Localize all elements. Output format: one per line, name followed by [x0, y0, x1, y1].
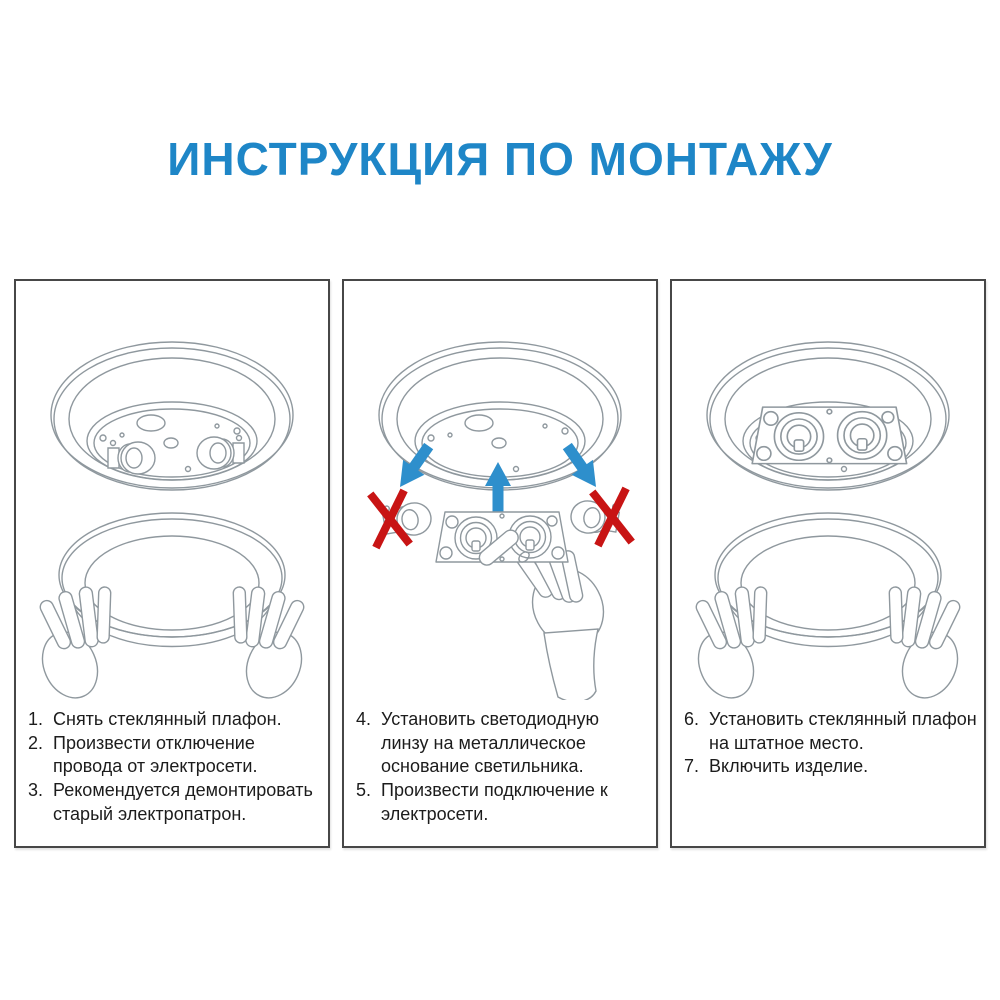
- illustration-remove-shade: [16, 281, 328, 702]
- illustration-install-led: [344, 281, 656, 702]
- step-item: [684, 755, 978, 779]
- panel-remove-shade: [14, 279, 330, 848]
- step-item: [356, 779, 650, 827]
- step-number: 4.: [356, 708, 372, 729]
- steps-list-3: [672, 702, 984, 779]
- glass-shade-held-by-hands-illustration: [32, 513, 311, 700]
- step-text: Установить стеклянный плафон на штатное место.: [709, 708, 977, 753]
- instruction-panels: [0, 279, 1000, 848]
- step-number: 2.: [28, 732, 44, 753]
- step-number: 7.: [684, 756, 700, 777]
- page-title: ИНСТРУКЦИЯ ПО МОНТАЖУ: [167, 133, 833, 185]
- ceiling-base-with-old-sockets-illustration: [51, 342, 293, 490]
- steps-list-1: [16, 702, 328, 827]
- step-text: Включить изделие.: [709, 756, 869, 777]
- glass-shade-held-by-hands-illustration: [688, 513, 967, 700]
- step-number: 1.: [28, 708, 44, 729]
- panel-reinstall-shade: [670, 279, 986, 848]
- arrow-down-left-icon: [389, 438, 439, 494]
- step-item: [28, 708, 322, 732]
- holding-hand-icon: [513, 544, 617, 700]
- step-text: Произвести отключение провода от электросети.: [53, 732, 258, 777]
- panel-install-led: [342, 279, 658, 848]
- arrow-up-icon: [485, 462, 511, 512]
- step-number: 6.: [684, 708, 700, 729]
- step-item: [28, 732, 322, 780]
- old-socket-left-icon: [108, 440, 155, 474]
- ceiling-base-with-led-module-illustration: [707, 342, 949, 490]
- steps-list-2: [344, 702, 656, 827]
- step-number: 5.: [356, 780, 372, 801]
- step-number: 3.: [28, 780, 44, 801]
- step-text: Произвести подключение к электросети.: [381, 780, 608, 824]
- step-item: [356, 708, 650, 779]
- old-socket-right-icon: [197, 435, 244, 469]
- step-item: [684, 708, 978, 756]
- step-text: Установить светодиодную линзу на металлическое основание светильника.: [381, 708, 600, 777]
- step-item: [28, 779, 322, 827]
- step-text: Снять стеклянный плафон.: [53, 708, 282, 729]
- illustration-reinstall-shade: [672, 281, 984, 702]
- step-text: Рекомендуется демонтировать старый электропатрон.: [53, 780, 313, 824]
- led-module-illustration: [436, 512, 568, 568]
